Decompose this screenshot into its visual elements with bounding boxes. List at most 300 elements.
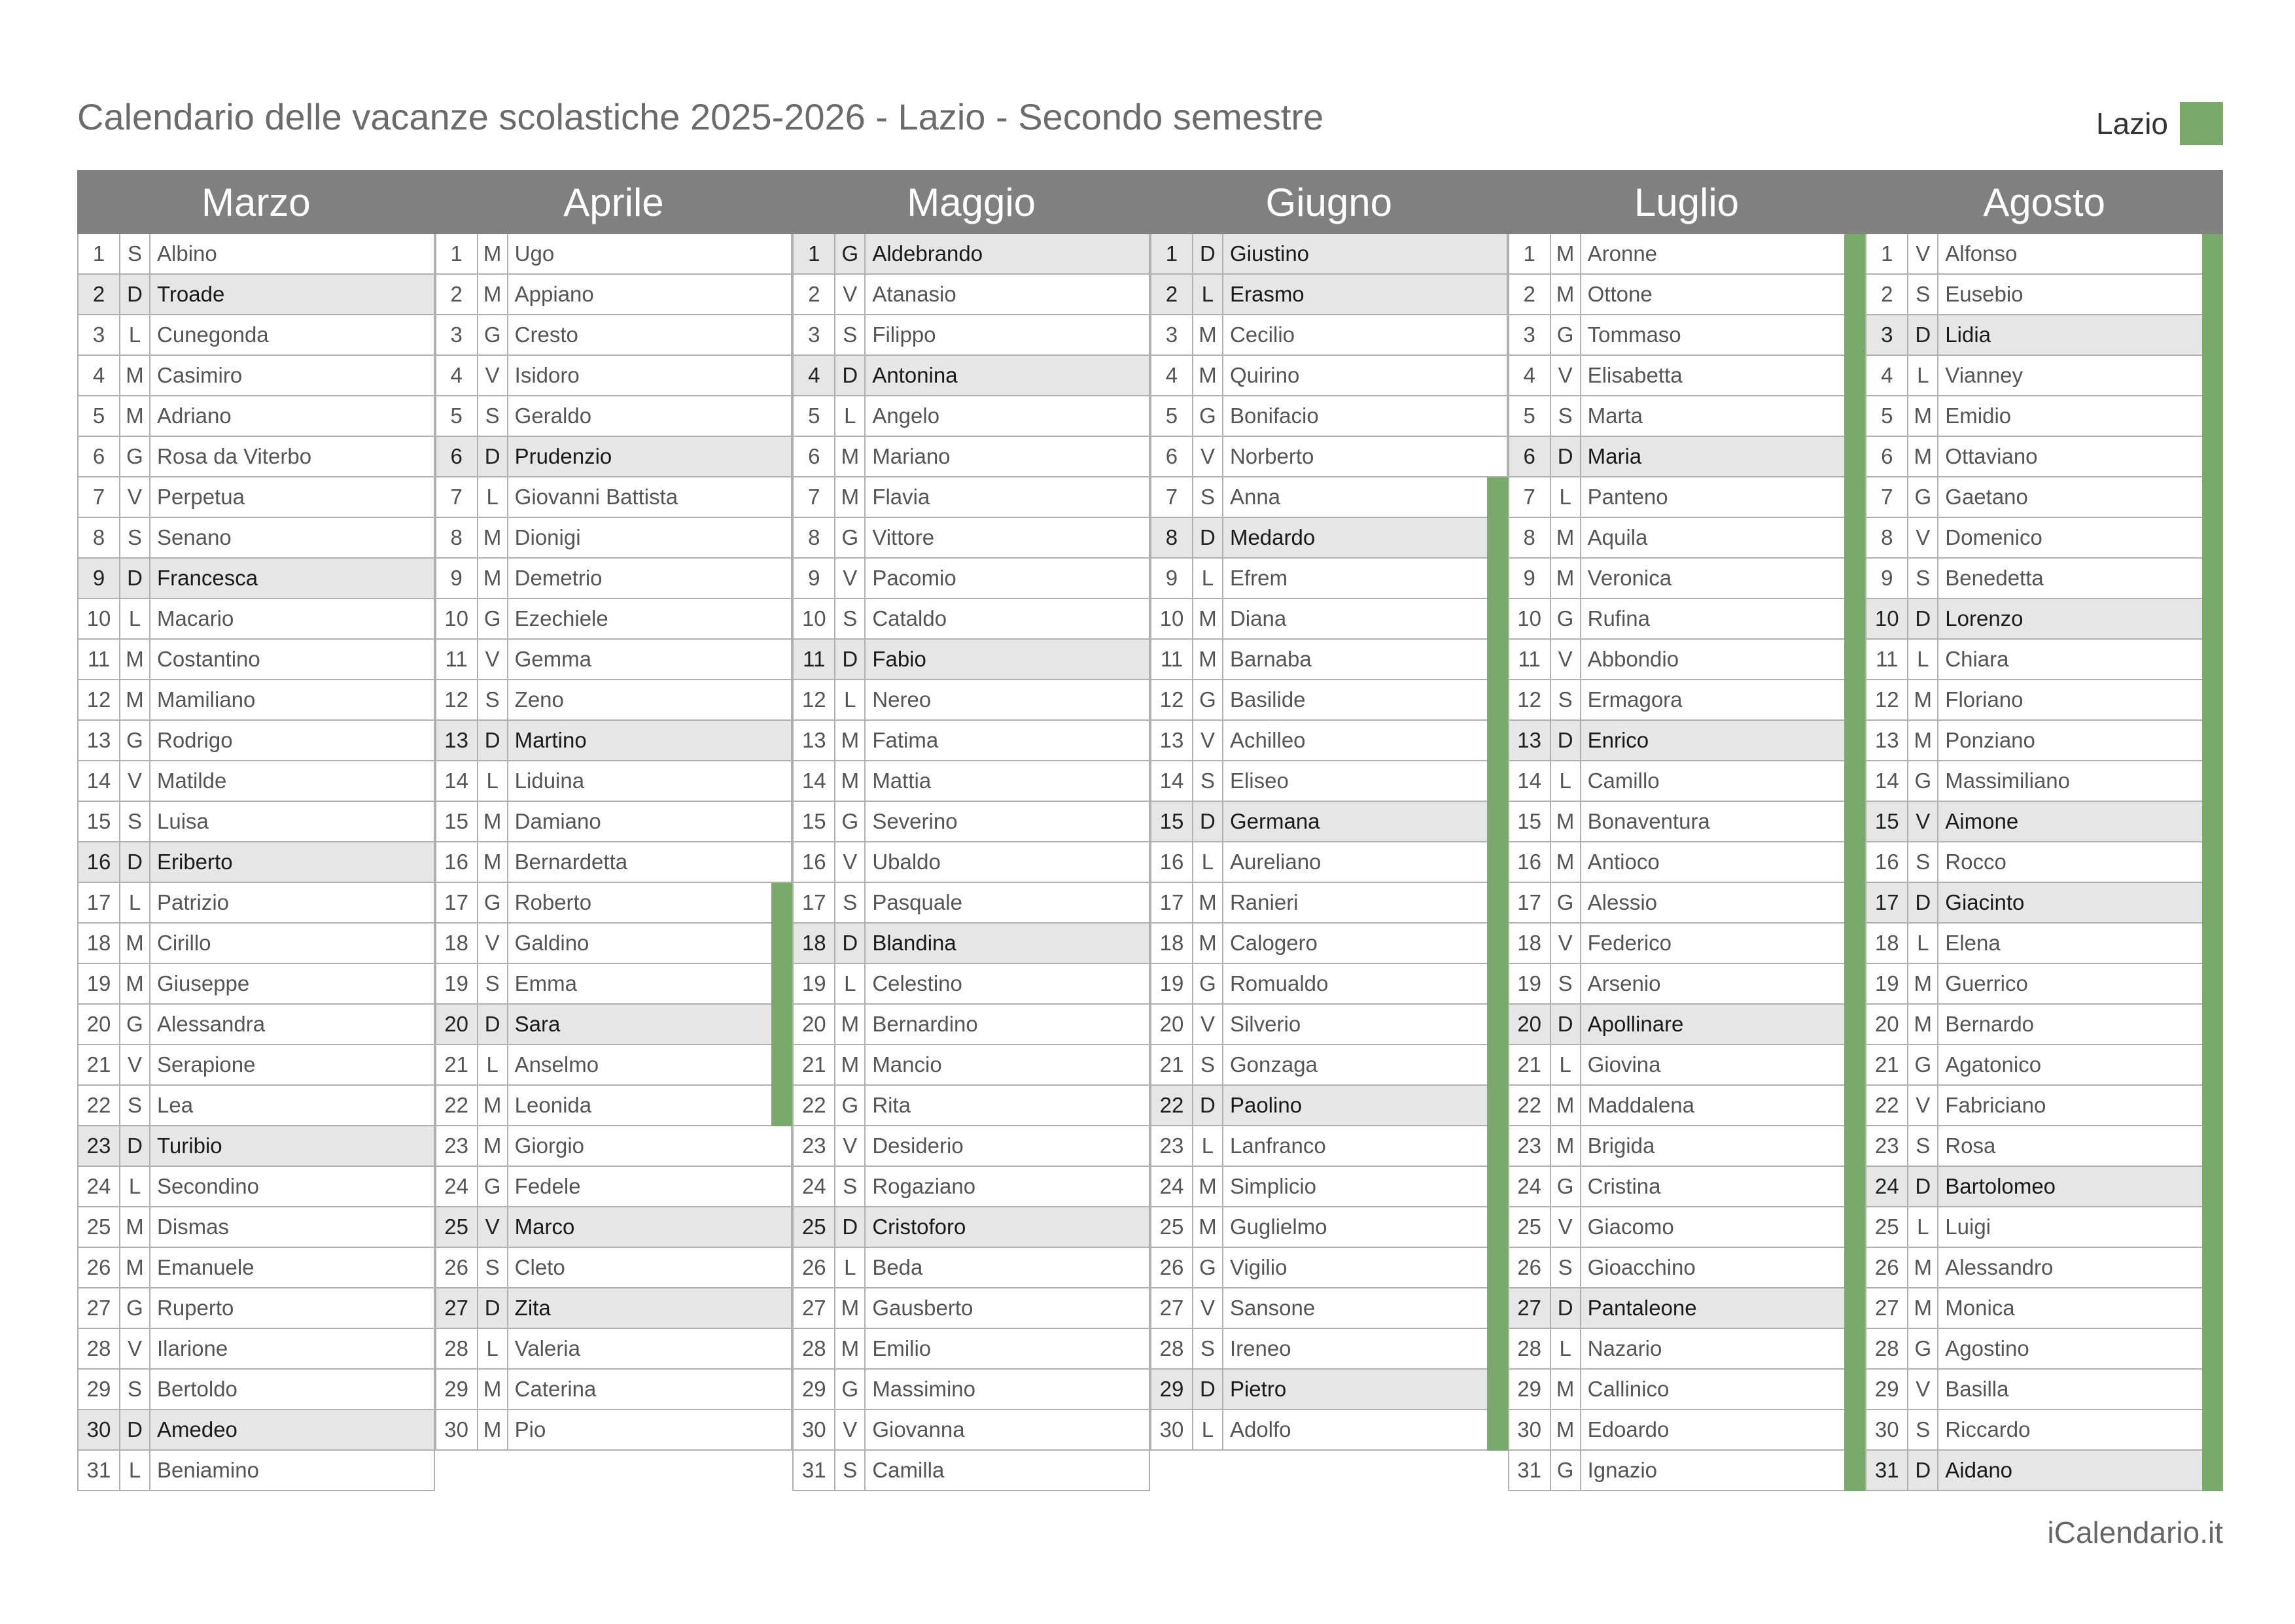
holiday-marker bbox=[2202, 1005, 2223, 1045]
day-row bbox=[1508, 1126, 1866, 1167]
day-row bbox=[792, 477, 1150, 518]
saint-name: Alessandra bbox=[157, 1012, 266, 1036]
saint-name: Albino bbox=[157, 241, 217, 266]
day-row bbox=[77, 275, 435, 315]
holiday-marker bbox=[1844, 518, 1865, 559]
saint-name: Lidia bbox=[1945, 322, 1991, 347]
weekday-letter: V bbox=[1193, 437, 1223, 476]
day-number: 9 bbox=[794, 559, 835, 598]
weekday-letter: M bbox=[120, 396, 150, 436]
saint-name: Martino bbox=[514, 728, 587, 752]
saint-name: Edoardo bbox=[1587, 1417, 1670, 1442]
day-row bbox=[1150, 1005, 1508, 1045]
day-row bbox=[1865, 599, 2223, 640]
weekday-letter: V bbox=[1908, 802, 1938, 841]
saint-name: Blandina bbox=[872, 931, 956, 955]
day-number: 13 bbox=[79, 721, 120, 760]
month-column bbox=[1508, 170, 1866, 1491]
day-row bbox=[792, 680, 1150, 721]
saint-name: Apollinare bbox=[1587, 1012, 1684, 1036]
saint-name: Francesca bbox=[157, 566, 258, 590]
holiday-marker bbox=[1844, 1005, 1865, 1045]
saint-name: Ottaviano bbox=[1945, 444, 2038, 468]
day-row bbox=[1865, 1329, 2223, 1370]
day-number: 17 bbox=[794, 883, 835, 922]
day-number: 16 bbox=[1509, 842, 1551, 882]
day-row bbox=[1865, 680, 2223, 721]
saint-name: Alessandro bbox=[1945, 1255, 2054, 1279]
day-row bbox=[435, 1126, 793, 1167]
saint-name: Ranieri bbox=[1229, 890, 1299, 914]
saint-name: Rodrigo bbox=[157, 728, 233, 752]
day-number: 29 bbox=[436, 1370, 478, 1409]
saint-name: Callinico bbox=[1587, 1377, 1670, 1401]
day-number: 2 bbox=[794, 275, 835, 314]
day-row bbox=[435, 1248, 793, 1288]
day-number: 21 bbox=[79, 1045, 120, 1084]
saint-name: Guerrico bbox=[1945, 971, 2028, 995]
saint-name: Gonzaga bbox=[1229, 1052, 1318, 1077]
legend-swatch bbox=[2180, 102, 2223, 145]
saint-name: Fatima bbox=[872, 728, 939, 752]
day-number: 28 bbox=[79, 1329, 120, 1368]
day-number: 15 bbox=[436, 802, 478, 841]
day-row bbox=[792, 924, 1150, 964]
holiday-marker bbox=[1844, 721, 1865, 761]
holiday-marker bbox=[2202, 437, 2223, 477]
day-number: 22 bbox=[436, 1086, 478, 1125]
day-row bbox=[1150, 802, 1508, 842]
saint-name: Maddalena bbox=[1587, 1093, 1694, 1117]
saint-name: Guglielmo bbox=[1229, 1215, 1327, 1239]
day-number: 31 bbox=[794, 1451, 835, 1490]
weekday-letter: G bbox=[835, 1370, 866, 1409]
day-row bbox=[77, 437, 435, 477]
holiday-marker bbox=[771, 883, 792, 924]
weekday-letter: G bbox=[835, 1086, 866, 1125]
day-row bbox=[792, 1370, 1150, 1410]
day-row bbox=[792, 1410, 1150, 1451]
day-number: 4 bbox=[79, 356, 120, 395]
weekday-letter: V bbox=[478, 356, 508, 395]
weekday-letter: V bbox=[835, 559, 866, 598]
weekday-letter: D bbox=[835, 640, 866, 679]
holiday-marker bbox=[2202, 1126, 2223, 1167]
saint-name: Eliseo bbox=[1229, 769, 1289, 793]
day-row bbox=[1150, 721, 1508, 761]
day-row bbox=[1865, 356, 2223, 396]
holiday-marker bbox=[1844, 1451, 1865, 1491]
saint-name: Ermagora bbox=[1587, 687, 1683, 712]
saint-name: Beda bbox=[872, 1255, 923, 1279]
saint-name: Bernardino bbox=[872, 1012, 978, 1036]
day-number: 26 bbox=[1509, 1248, 1551, 1287]
day-row bbox=[792, 1207, 1150, 1248]
saint-name: Troade bbox=[157, 282, 225, 306]
weekday-letter: V bbox=[835, 842, 866, 882]
weekday-letter: M bbox=[835, 761, 866, 801]
day-number: 30 bbox=[794, 1410, 835, 1449]
day-number: 16 bbox=[79, 842, 120, 882]
saint-name: Nereo bbox=[872, 687, 932, 712]
saint-name: Turibio bbox=[157, 1133, 222, 1158]
weekday-letter: L bbox=[120, 883, 150, 922]
day-number: 7 bbox=[794, 477, 835, 517]
holiday-marker bbox=[1844, 1410, 1865, 1451]
saint-name: Veronica bbox=[1587, 566, 1672, 590]
saint-name: Lanfranco bbox=[1229, 1133, 1326, 1158]
weekday-letter: M bbox=[1193, 883, 1223, 922]
saint-name: Monica bbox=[1945, 1296, 2015, 1320]
holiday-marker bbox=[1487, 802, 1508, 842]
day-row bbox=[1865, 1167, 2223, 1207]
weekday-letter: L bbox=[478, 1045, 508, 1084]
day-row bbox=[77, 1329, 435, 1370]
holiday-marker bbox=[1487, 761, 1508, 802]
day-number: 5 bbox=[436, 396, 478, 436]
day-row bbox=[1150, 1248, 1508, 1288]
day-row bbox=[435, 1086, 793, 1126]
weekday-letter: M bbox=[1908, 1288, 1938, 1328]
day-number: 31 bbox=[1509, 1451, 1551, 1490]
weekday-letter: M bbox=[835, 437, 866, 476]
saint-name: Massimino bbox=[872, 1377, 976, 1401]
day-row bbox=[1508, 1167, 1866, 1207]
day-row bbox=[435, 842, 793, 883]
holiday-marker bbox=[2202, 640, 2223, 680]
saint-name: Emilio bbox=[872, 1336, 932, 1360]
saint-name: Germana bbox=[1229, 809, 1320, 833]
weekday-letter: L bbox=[835, 964, 866, 1003]
day-row bbox=[1508, 1045, 1866, 1086]
weekday-letter: D bbox=[478, 721, 508, 760]
day-row bbox=[77, 680, 435, 721]
day-number: 11 bbox=[1866, 640, 1908, 679]
weekday-letter: L bbox=[478, 477, 508, 517]
day-number: 20 bbox=[79, 1005, 120, 1044]
day-row bbox=[792, 356, 1150, 396]
day-number: 26 bbox=[436, 1248, 478, 1287]
holiday-marker bbox=[1844, 1288, 1865, 1329]
day-row bbox=[1865, 1086, 2223, 1126]
day-row bbox=[1865, 1288, 2223, 1329]
weekday-letter: M bbox=[478, 1126, 508, 1166]
day-number: 5 bbox=[79, 396, 120, 436]
saint-name: Bernardo bbox=[1945, 1012, 2035, 1036]
weekday-letter: G bbox=[1551, 1167, 1581, 1206]
day-row bbox=[1865, 437, 2223, 477]
saint-name: Elisabetta bbox=[1587, 363, 1683, 387]
day-row bbox=[1508, 599, 1866, 640]
weekday-letter: S bbox=[1193, 1329, 1223, 1368]
holiday-marker bbox=[1844, 1126, 1865, 1167]
weekday-letter: L bbox=[478, 1329, 508, 1368]
day-number: 8 bbox=[794, 518, 835, 557]
day-number: 19 bbox=[436, 964, 478, 1003]
day-row bbox=[77, 477, 435, 518]
day-number: 22 bbox=[794, 1086, 835, 1125]
day-number: 9 bbox=[436, 559, 478, 598]
day-number: 14 bbox=[436, 761, 478, 801]
saint-name: Severino bbox=[872, 809, 958, 833]
saint-name: Adolfo bbox=[1229, 1417, 1291, 1442]
saint-name: Agostino bbox=[1945, 1336, 2029, 1360]
weekday-letter: L bbox=[1193, 1126, 1223, 1166]
holiday-marker bbox=[1487, 1370, 1508, 1410]
saint-name: Fabriciano bbox=[1945, 1093, 2046, 1117]
holiday-marker bbox=[2202, 1248, 2223, 1288]
weekday-letter: G bbox=[478, 883, 508, 922]
day-row bbox=[1150, 924, 1508, 964]
weekday-letter: D bbox=[1551, 437, 1581, 476]
day-number: 24 bbox=[1151, 1167, 1193, 1206]
saint-name: Camillo bbox=[1587, 769, 1660, 793]
holiday-marker bbox=[1487, 721, 1508, 761]
holiday-marker bbox=[1487, 1410, 1508, 1451]
day-row bbox=[435, 802, 793, 842]
day-number: 10 bbox=[1151, 599, 1193, 638]
day-row bbox=[792, 640, 1150, 680]
saint-name: Senano bbox=[157, 525, 232, 549]
day-list bbox=[792, 234, 1150, 1491]
day-number: 1 bbox=[79, 234, 120, 273]
day-row bbox=[77, 964, 435, 1005]
saint-name: Cristina bbox=[1587, 1174, 1661, 1198]
saint-name: Roberto bbox=[514, 890, 592, 914]
saint-name: Domenico bbox=[1945, 525, 2042, 549]
day-number: 17 bbox=[1866, 883, 1908, 922]
saint-name: Zita bbox=[514, 1296, 551, 1320]
calendar-grid bbox=[77, 170, 2223, 1491]
day-number: 22 bbox=[79, 1086, 120, 1125]
day-number: 18 bbox=[1151, 924, 1193, 963]
saint-name: Bonaventura bbox=[1587, 809, 1710, 833]
month-header: Maggio bbox=[792, 170, 1150, 234]
weekday-letter: V bbox=[1193, 1005, 1223, 1044]
day-row bbox=[792, 1288, 1150, 1329]
weekday-letter: M bbox=[478, 802, 508, 841]
footer-brand[interactable]: iCalendario.it bbox=[2047, 1515, 2223, 1549]
weekday-letter: L bbox=[1908, 356, 1938, 395]
month-column bbox=[1865, 170, 2223, 1491]
day-row bbox=[1508, 883, 1866, 924]
weekday-letter: D bbox=[478, 1005, 508, 1044]
month-column bbox=[1150, 170, 1508, 1491]
day-number: 4 bbox=[1151, 356, 1193, 395]
weekday-letter: S bbox=[120, 234, 150, 273]
holiday-marker bbox=[2202, 761, 2223, 802]
day-number: 11 bbox=[436, 640, 478, 679]
weekday-letter: V bbox=[1551, 356, 1581, 395]
saint-name: Galdino bbox=[514, 931, 589, 955]
saint-name: Ireneo bbox=[1229, 1336, 1291, 1360]
day-row bbox=[1150, 1288, 1508, 1329]
day-number: 18 bbox=[436, 924, 478, 963]
weekday-letter: D bbox=[1908, 883, 1938, 922]
day-row bbox=[1865, 1410, 2223, 1451]
day-number: 21 bbox=[794, 1045, 835, 1084]
saint-name: Abbondio bbox=[1587, 647, 1679, 671]
day-number: 7 bbox=[1509, 477, 1551, 517]
day-number: 15 bbox=[794, 802, 835, 841]
holiday-marker bbox=[1844, 559, 1865, 599]
day-row bbox=[1508, 924, 1866, 964]
day-row bbox=[1508, 1086, 1866, 1126]
holiday-marker bbox=[1844, 1167, 1865, 1207]
day-number: 8 bbox=[1151, 518, 1193, 557]
weekday-letter: V bbox=[1551, 640, 1581, 679]
saint-name: Macario bbox=[157, 606, 234, 631]
weekday-letter: G bbox=[1908, 1329, 1938, 1368]
day-number: 23 bbox=[436, 1126, 478, 1166]
day-row bbox=[77, 1167, 435, 1207]
day-number: 14 bbox=[1866, 761, 1908, 801]
day-row bbox=[1865, 721, 2223, 761]
day-number: 25 bbox=[1866, 1207, 1908, 1247]
saint-name: Mariano bbox=[872, 444, 951, 468]
weekday-letter: M bbox=[120, 356, 150, 395]
saint-name: Liduina bbox=[514, 769, 585, 793]
day-row bbox=[1150, 1329, 1508, 1370]
weekday-letter: M bbox=[1908, 721, 1938, 760]
saint-name: Ponziano bbox=[1945, 728, 2035, 752]
day-number: 21 bbox=[1866, 1045, 1908, 1084]
day-list bbox=[435, 234, 793, 1451]
holiday-marker bbox=[1487, 1005, 1508, 1045]
day-number: 20 bbox=[436, 1005, 478, 1044]
saint-name: Pantaleone bbox=[1587, 1296, 1697, 1320]
holiday-marker bbox=[1487, 477, 1508, 518]
day-row bbox=[77, 883, 435, 924]
day-row bbox=[435, 1045, 793, 1086]
day-number: 29 bbox=[79, 1370, 120, 1409]
weekday-letter: M bbox=[1551, 234, 1581, 273]
saint-name: Ugo bbox=[514, 241, 555, 266]
saint-name: Silverio bbox=[1229, 1012, 1301, 1036]
holiday-marker bbox=[2202, 315, 2223, 356]
holiday-marker bbox=[1844, 1329, 1865, 1370]
holiday-marker bbox=[1487, 680, 1508, 721]
holiday-marker bbox=[1487, 1288, 1508, 1329]
day-row bbox=[1508, 356, 1866, 396]
day-number: 6 bbox=[1509, 437, 1551, 476]
day-row bbox=[1865, 883, 2223, 924]
holiday-marker bbox=[2202, 964, 2223, 1005]
day-row bbox=[1150, 559, 1508, 599]
day-row bbox=[1508, 680, 1866, 721]
saint-name: Sara bbox=[514, 1012, 561, 1036]
day-row bbox=[1508, 640, 1866, 680]
day-row bbox=[1508, 477, 1866, 518]
day-number: 1 bbox=[1866, 234, 1908, 273]
day-row bbox=[1865, 1005, 2223, 1045]
day-number: 15 bbox=[1151, 802, 1193, 841]
saint-name: Basilla bbox=[1945, 1377, 2009, 1401]
weekday-letter: G bbox=[120, 437, 150, 476]
saint-name: Damiano bbox=[514, 809, 601, 833]
holiday-marker bbox=[2202, 1086, 2223, 1126]
saint-name: Appiano bbox=[514, 282, 594, 306]
day-number: 27 bbox=[1509, 1288, 1551, 1328]
saint-name: Casimiro bbox=[157, 363, 243, 387]
day-number: 8 bbox=[436, 518, 478, 557]
saint-name: Gioacchino bbox=[1587, 1255, 1696, 1279]
weekday-letter: M bbox=[835, 721, 866, 760]
day-number: 23 bbox=[79, 1126, 120, 1166]
saint-name: Rosa bbox=[1945, 1133, 1996, 1158]
holiday-marker bbox=[1844, 437, 1865, 477]
weekday-letter: G bbox=[1193, 680, 1223, 719]
saint-name: Ruperto bbox=[157, 1296, 234, 1320]
saint-name: Bonifacio bbox=[1229, 404, 1319, 428]
weekday-letter: M bbox=[1551, 559, 1581, 598]
weekday-letter: S bbox=[835, 315, 866, 354]
day-number: 20 bbox=[794, 1005, 835, 1044]
day-row bbox=[1865, 1126, 2223, 1167]
saint-name: Barnaba bbox=[1229, 647, 1312, 671]
weekday-letter: L bbox=[120, 599, 150, 638]
day-number: 15 bbox=[1866, 802, 1908, 841]
day-row bbox=[1150, 437, 1508, 477]
day-number: 19 bbox=[1151, 964, 1193, 1003]
holiday-marker bbox=[1844, 315, 1865, 356]
saint-name: Maria bbox=[1587, 444, 1642, 468]
weekday-letter: G bbox=[835, 802, 866, 841]
day-row bbox=[435, 964, 793, 1005]
day-row bbox=[1508, 275, 1866, 315]
saint-name: Anna bbox=[1229, 485, 1281, 509]
saint-name: Patrizio bbox=[157, 890, 230, 914]
day-number: 27 bbox=[1866, 1288, 1908, 1328]
day-number: 23 bbox=[794, 1126, 835, 1166]
day-number: 5 bbox=[1509, 396, 1551, 436]
holiday-marker bbox=[2202, 477, 2223, 518]
holiday-marker bbox=[771, 964, 792, 1005]
weekday-letter: S bbox=[1551, 1248, 1581, 1287]
weekday-letter: D bbox=[120, 275, 150, 314]
weekday-letter: V bbox=[120, 477, 150, 517]
day-row bbox=[77, 1248, 435, 1288]
weekday-letter: D bbox=[1193, 1086, 1223, 1125]
saint-name: Aronne bbox=[1587, 241, 1658, 266]
day-row bbox=[1508, 1410, 1866, 1451]
day-number: 4 bbox=[1866, 356, 1908, 395]
day-number: 20 bbox=[1509, 1005, 1551, 1044]
holiday-marker bbox=[2202, 234, 2223, 275]
day-number: 3 bbox=[1866, 315, 1908, 354]
weekday-letter: S bbox=[835, 1451, 866, 1490]
saint-name: Quirino bbox=[1229, 363, 1300, 387]
day-number: 5 bbox=[794, 396, 835, 436]
saint-name: Flavia bbox=[872, 485, 930, 509]
day-number: 24 bbox=[1509, 1167, 1551, 1206]
day-number: 18 bbox=[79, 924, 120, 963]
weekday-letter: G bbox=[120, 1005, 150, 1044]
day-row bbox=[1508, 396, 1866, 437]
day-row bbox=[792, 842, 1150, 883]
day-number: 12 bbox=[1151, 680, 1193, 719]
day-number: 2 bbox=[1866, 275, 1908, 314]
day-number: 27 bbox=[436, 1288, 478, 1328]
weekday-letter: D bbox=[478, 437, 508, 476]
day-row bbox=[77, 396, 435, 437]
saint-name: Aureliano bbox=[1229, 850, 1322, 874]
day-number: 9 bbox=[1866, 559, 1908, 598]
saint-name: Vigilio bbox=[1229, 1255, 1288, 1279]
day-number: 12 bbox=[79, 680, 120, 719]
holiday-marker bbox=[1844, 1207, 1865, 1248]
day-number: 7 bbox=[1151, 477, 1193, 517]
